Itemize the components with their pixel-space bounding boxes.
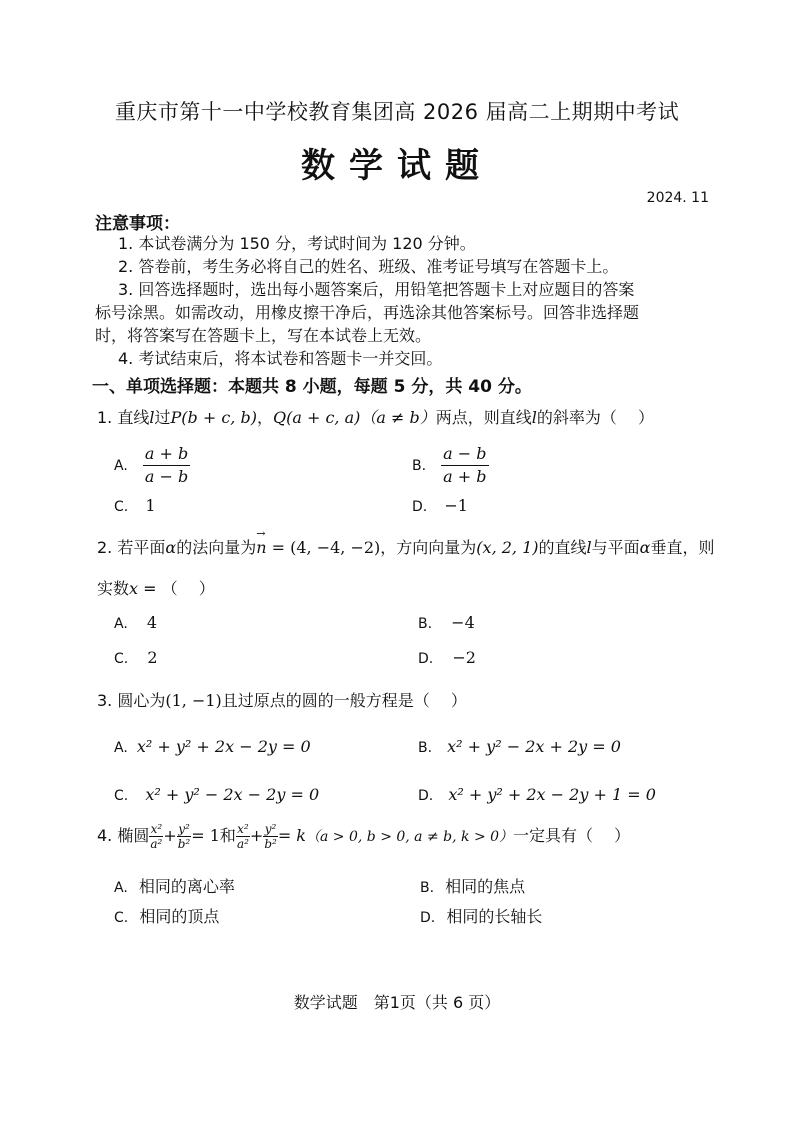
notice-item: 2. 答卷前，考生务必将自己的姓名、班级、准考证号填写在答题卡上。 — [118, 257, 619, 276]
option-c[interactable]: C. 相同的顶点 — [114, 907, 220, 926]
fraction: $\frac{\text{y²}}{\text{b²}}$ — [264, 822, 277, 851]
point-q: Q(a + c, a) — [272, 408, 361, 427]
question-4: 4. 椭圆 $\frac{\text{x²}}{\text{a²}}$ + $\frac{\text{y²}}{\text{b²}}$ = 1和 $\frac{\text{x²}}{\text{a²}}$ + $\frac{\text{y²}}{\text{b²}}$ = k（a > 0, b > 0, a ≠ b, k > 0）一定具有（ ） — [97, 822, 631, 851]
option-c[interactable]: C. x² + y² − 2x − 2y = 0 — [114, 785, 320, 804]
option-b[interactable]: B. 相同的焦点 — [420, 877, 526, 896]
page-footer: 数学试题 第1页（共 6 页） — [293, 993, 501, 1012]
option-c[interactable]: C. 1 — [114, 496, 156, 515]
question-number: 2. — [97, 538, 113, 557]
fraction: $\frac{\text{y²}}{\text{b²}}$ — [177, 822, 191, 851]
point-p: P(b + c, b) — [170, 408, 257, 427]
option-a[interactable]: A. $\frac{a + b}{a - b}$ — [114, 444, 189, 486]
question-2-line-2: 实数x = （ ） — [97, 579, 215, 598]
section-title: 一、单项选择题：本题共 8 小题，每题 5 分，共 40 分。 — [92, 377, 532, 397]
option-d[interactable]: D. −2 — [418, 648, 476, 667]
question-number: 1. — [97, 408, 113, 427]
notice-item: 时，将答案写在答题卡上，写在本试卷上无效。 — [95, 326, 432, 345]
fraction: $\frac{a + b}{a - b}$ — [144, 444, 189, 486]
question-number: 4. — [97, 826, 113, 845]
page-title: 数学试题 — [301, 146, 493, 186]
question-3: 3. 圆心为(1, −1)且过原点的圆的一般方程是（ ） — [97, 691, 467, 710]
option-b[interactable]: B. x² + y² − 2x + 2y = 0 — [418, 737, 621, 756]
fraction: $\frac{a - b}{a + b}$ — [443, 444, 487, 486]
question-number: 3. — [97, 691, 113, 710]
option-c[interactable]: C. 2 — [114, 648, 158, 667]
notice-item: 3. 回答选择题时，选出每小题答案后，用铅笔把答题卡上对应题目的答案 — [118, 280, 635, 299]
option-d[interactable]: D. −1 — [412, 496, 468, 515]
notice-item: 标号涂黑。如需改动，用橡皮擦干净后，再选涂其他答案标号。回答非选择题 — [95, 303, 640, 322]
option-a[interactable]: A. 4 — [114, 613, 158, 632]
fraction: $\frac{\text{x²}}{\text{a²}}$ — [236, 822, 249, 851]
fraction: $\frac{\text{x²}}{\text{a²}}$ — [150, 822, 163, 851]
option-a[interactable]: A. 相同的离心率 — [114, 877, 235, 896]
notice-item: 4. 考试结束后，将本试卷和答题卡一并交回。 — [118, 349, 443, 368]
exam-header: 重庆市第十一中学校教育集团高 2026 届高二上期期中考试 — [114, 100, 680, 124]
notice-item: 1. 本试卷满分为 150 分，考试时间为 120 分钟。 — [118, 234, 476, 253]
question-1: 1. 直线l过P(b + c, b)，Q(a + c, a)（a ≠ b）两点，则直线l的斜率为（ ） — [97, 408, 654, 427]
option-d[interactable]: D. x² + y² + 2x − 2y + 1 = 0 — [418, 785, 656, 804]
normal-vector: → n — [256, 538, 266, 557]
notice-heading: 注意事项： — [95, 214, 180, 234]
option-b[interactable]: B. $\frac{a - b}{a + b}$ — [412, 444, 487, 486]
option-a[interactable]: A. x² + y² + 2x − 2y = 0 — [114, 737, 311, 756]
option-d[interactable]: D. 相同的长轴长 — [420, 907, 543, 926]
option-b[interactable]: B. −4 — [418, 613, 475, 632]
question-2: 2. 若平面α的法向量为→ n = (4, −4, −2)，方向向量为(x, 2, 1)的直线l与平面α垂直，则 — [97, 535, 715, 558]
exam-date: 2024. 11 — [646, 190, 709, 206]
